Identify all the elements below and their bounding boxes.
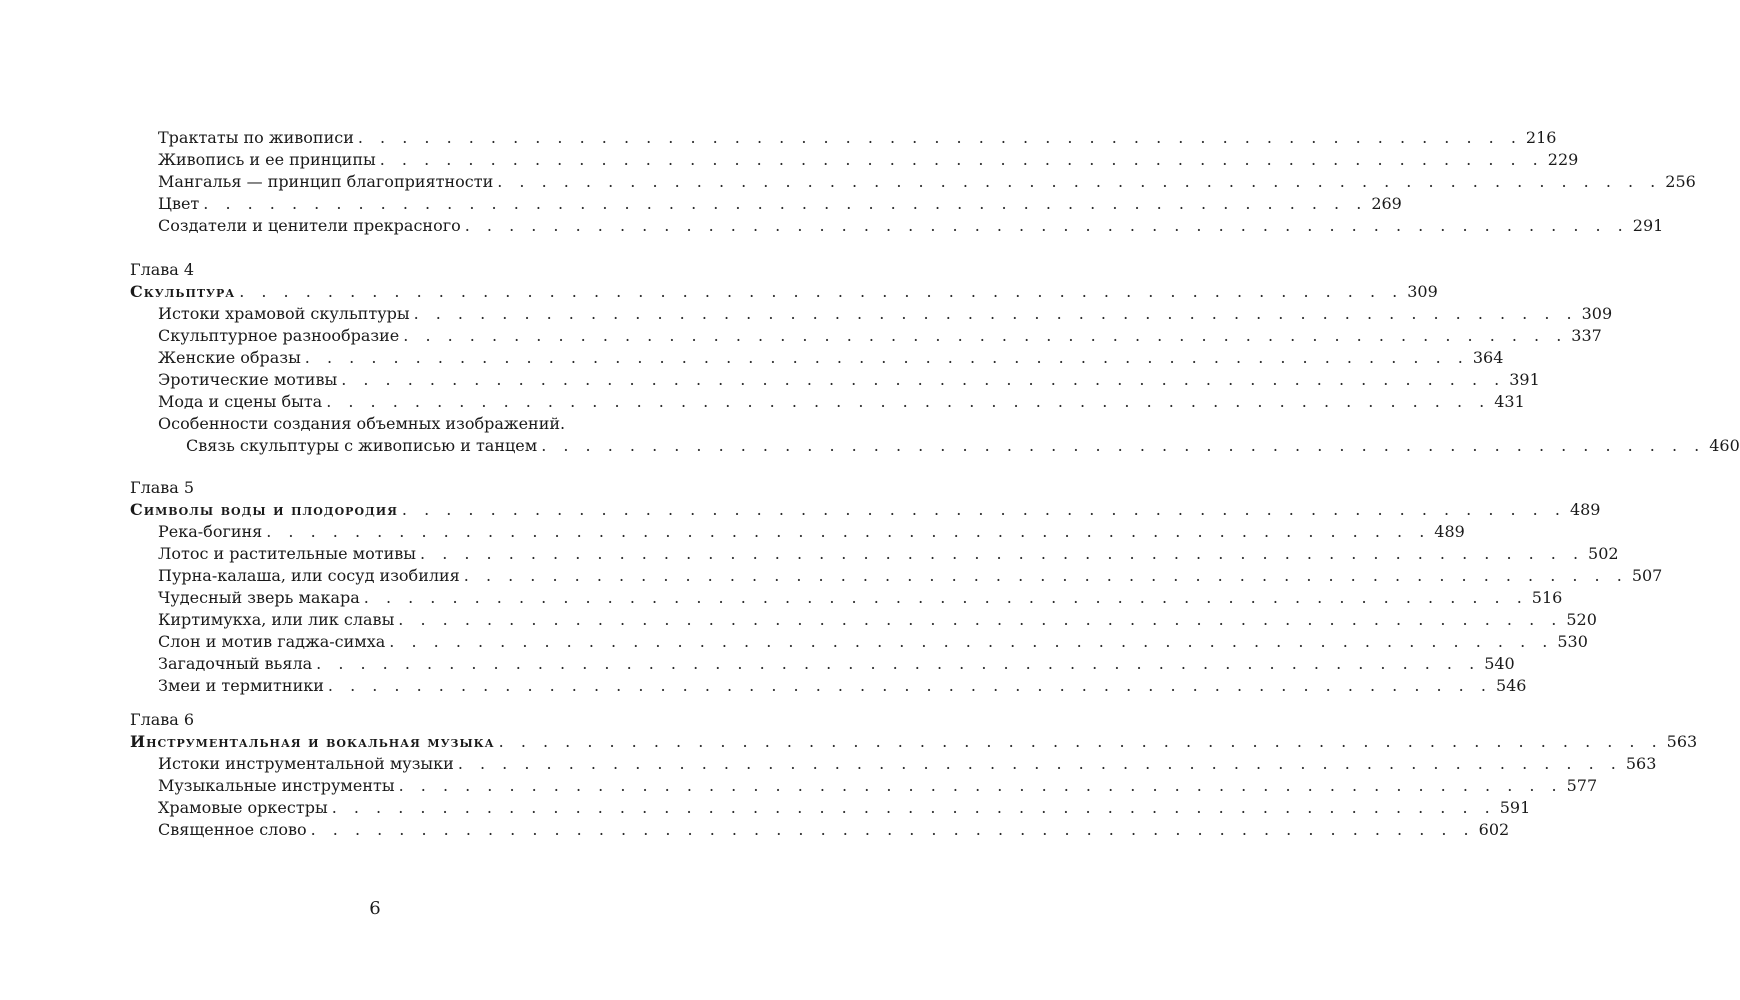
toc-entry-page: 337 <box>1571 326 1602 345</box>
chapter-heading[interactable] <box>130 499 1601 521</box>
dot-leader: . . . . . . . . . . . . . . . . . . . . . . . . . . . . . . . . . . . . . . . . . . . . . . . . . . . . . <box>398 776 1563 795</box>
toc-entry-title: Женские образы <box>158 348 301 367</box>
dot-leader: . . . . . . . . . . . . . . . . . . . . . . . . . . . . . . . . . . . . . . . . . . . . . . . . . . . . . <box>403 326 1568 345</box>
toc-entry-title: Трактаты по живописи <box>158 128 354 147</box>
toc-entry-title: Чудесный зверь макара <box>158 588 360 607</box>
dot-leader: . . . . . . . . . . . . . . . . . . . . . . . . . . . . . . . . . . . . . . . . . . . . . . . . . . . . . <box>389 632 1554 651</box>
dot-leader: . . . . . . . . . . . . . . . . . . . . . . . . . . . . . . . . . . . . . . . . . . . . . . . . . . . . . <box>363 588 1528 607</box>
toc-entry-title: Особенности создания объемных изображений. <box>158 414 566 433</box>
toc-entry-title: Мангалья — принцип благоприятности <box>158 172 494 191</box>
toc-entry[interactable] <box>158 753 1657 775</box>
toc-entry-page: 507 <box>1631 566 1663 585</box>
dot-leader: . . . . . . . . . . . . . . . . . . . . . . . . . . . . . . . . . . . . . . . . . . . . . . . . . . . . . <box>341 370 1506 389</box>
toc-entry-title: Связь скульптуры с живописью и танцем <box>186 436 538 455</box>
toc-entry-title: Храмовые оркестры <box>158 798 328 817</box>
toc-entry-title: Истоки инструментальной музыки <box>158 754 454 773</box>
toc-entry[interactable] <box>158 391 1525 413</box>
toc-entry-page: 291 <box>1632 216 1664 235</box>
toc-entry-title: Истоки храмовой скульптуры <box>158 304 410 323</box>
toc-entry-page: 546 <box>1495 676 1527 695</box>
toc-entry-title: Создатели и ценители прекрасного <box>158 216 461 235</box>
toc-entry-page: 602 <box>1478 820 1510 839</box>
dot-leader: . . . . . . . . . . . . . . . . . . . . . . . . . . . . . . . . . . . . . . . . . . . . . . . . . . . . . <box>316 654 1481 673</box>
dot-leader: . . . . . . . . . . . . . . . . . . . . . . . . . . . . . . . . . . . . . . . . . . . . . . . . . . . . . <box>327 676 1492 695</box>
dot-leader: . . . . . . . . . . . . . . . . . . . . . . . . . . . . . . . . . . . . . . . . . . . . . . . . . . . . . <box>203 194 1368 213</box>
toc-entry[interactable] <box>158 797 1531 819</box>
dot-leader: . . . . . . . . . . . . . . . . . . . . . . . . . . . . . . . . . . . . . . . . . . . . . . . . . . . . . <box>310 820 1475 839</box>
page-number: 6 <box>369 898 381 919</box>
toc-entry[interactable] <box>158 303 1613 325</box>
toc-entry-title: Цвет <box>158 194 200 213</box>
chapter-page: 309 <box>1407 282 1438 301</box>
dot-leader: . . . . . . . . . . . . . . . . . . . . . . . . . . . . . . . . . . . . . . . . . . . . . . . . . . . . . <box>541 436 1706 455</box>
chapter-title: Символы воды и плодородия <box>130 500 398 519</box>
toc-entry[interactable] <box>158 149 1579 171</box>
chapter-heading[interactable] <box>130 281 1438 303</box>
toc-entry-page: 256 <box>1665 172 1696 191</box>
toc-entry[interactable] <box>158 565 1663 587</box>
toc-entry[interactable] <box>158 775 1598 797</box>
toc-entry[interactable] <box>158 521 1465 543</box>
toc-entry-multiline-continuation[interactable] <box>186 435 1740 457</box>
dot-leader: . . . . . . . . . . . . . . . . . . . . . . . . . . . . . . . . . . . . . . . . . . . . . . . . . . . . . <box>304 348 1469 367</box>
chapter-title: Инструментальная и вокальная музыка <box>130 732 495 751</box>
dot-leader: . . . . . . . . . . . . . . . . . . . . . . . . . . . . . . . . . . . . . . . . . . . . . . . . . . . . . <box>497 172 1662 191</box>
toc-entry[interactable] <box>158 347 1504 369</box>
toc-entry[interactable] <box>158 193 1402 215</box>
toc-entry-title: Священное слово <box>158 820 307 839</box>
toc-entry[interactable] <box>158 819 1510 841</box>
toc-entry[interactable] <box>158 631 1588 653</box>
toc-entry-title: Мода и сцены быта <box>158 392 323 411</box>
dot-leader: . . . . . . . . . . . . . . . . . . . . . . . . . . . . . . . . . . . . . . . . . . . . . . . . . . . . . <box>420 544 1585 563</box>
dot-leader: . . . . . . . . . . . . . . . . . . . . . . . . . . . . . . . . . . . . . . . . . . . . . . . . . . . . . <box>379 150 1544 169</box>
chapter-label: Глава 5 <box>130 478 195 497</box>
toc-entry-page: 216 <box>1525 128 1557 147</box>
toc-entry-page: 591 <box>1499 798 1531 817</box>
dot-leader: . . . . . . . . . . . . . . . . . . . . . . . . . . . . . . . . . . . . . . . . . . . . . . . . . . . . . <box>326 392 1491 411</box>
toc-entry-page: 364 <box>1472 348 1504 367</box>
toc-entry-page: 391 <box>1509 370 1540 389</box>
toc-entry[interactable] <box>158 215 1664 237</box>
toc-entry[interactable] <box>158 675 1527 697</box>
dot-leader: . . . . . . . . . . . . . . . . . . . . . . . . . . . . . . . . . . . . . . . . . . . . . . . . . . . . . <box>413 304 1578 323</box>
toc-entry-page: 489 <box>1434 522 1465 541</box>
dot-leader: . . . . . . . . . . . . . . . . . . . . . . . . . . . . . . . . . . . . . . . . . . . . . . . . . . . . . <box>463 566 1628 585</box>
dot-leader: . . . . . . . . . . . . . . . . . . . . . . . . . . . . . . . . . . . . . . . . . . . . . . . . . . . . . <box>266 522 1431 541</box>
toc-entry-page: 502 <box>1588 544 1619 563</box>
dot-leader: . . . . . . . . . . . . . . . . . . . . . . . . . . . . . . . . . . . . . . . . . . . . . . . . . . . . . <box>331 798 1496 817</box>
toc-entry-title: Змеи и термитники <box>158 676 324 695</box>
toc-entry-title: Пурна-калаша, или сосуд изобилия <box>158 566 460 585</box>
toc-entry-page: 229 <box>1547 150 1579 169</box>
toc-entry-page: 431 <box>1494 392 1525 411</box>
chapter-label: Глава 6 <box>130 710 195 729</box>
dot-leader: . . . . . . . . . . . . . . . . . . . . . . . . . . . . . . . . . . . . . . . . . . . . . . . . . . . . . <box>398 610 1563 629</box>
dot-leader: . . . . . . . . . . . . . . . . . . . . . . . . . . . . . . . . . . . . . . . . . . . . . . . . . . . . . <box>464 216 1629 235</box>
dot-leader: . . . . . . . . . . . . . . . . . . . . . . . . . . . . . . . . . . . . . . . . . . . . . . . . . . . . . <box>498 732 1663 751</box>
toc-entry-title: Живопись и ее принципы <box>158 150 376 169</box>
toc-entry[interactable] <box>158 369 1540 391</box>
toc-entry-page: 563 <box>1625 754 1657 773</box>
toc-entry[interactable] <box>158 653 1515 675</box>
toc-entry[interactable] <box>158 543 1619 565</box>
chapter-heading[interactable] <box>130 731 1698 753</box>
toc-entry[interactable] <box>158 171 1696 193</box>
toc-entry-title: Скульптурное разнообразие <box>158 326 400 345</box>
chapter-title: Скульптура <box>130 282 236 301</box>
toc-entry[interactable] <box>158 587 1563 609</box>
toc-entry-title: Киртимукха, или лик славы <box>158 610 395 629</box>
toc-entry-page: 516 <box>1531 588 1563 607</box>
dot-leader: . . . . . . . . . . . . . . . . . . . . . . . . . . . . . . . . . . . . . . . . . . . . . . . . . . . . . <box>239 282 1404 301</box>
toc-entry-title: Загадочный вьяла <box>158 654 313 673</box>
toc-entry-title: Музыкальные инструменты <box>158 776 395 795</box>
toc-entry-title: Эротические мотивы <box>158 370 338 389</box>
dot-leader: . . . . . . . . . . . . . . . . . . . . . . . . . . . . . . . . . . . . . . . . . . . . . . . . . . . . . <box>401 500 1566 519</box>
toc-entry-page: 540 <box>1484 654 1515 673</box>
toc-entry[interactable] <box>158 609 1597 631</box>
toc-entry-multiline-first[interactable] <box>158 413 615 435</box>
toc-entry-page: 309 <box>1581 304 1613 323</box>
chapter-page: 489 <box>1569 500 1601 519</box>
toc-entry-page: 460 <box>1709 436 1740 455</box>
dot-leader: . . . . . . . . . . . . . . . . . . . . . . . . . . . . . . . . . . . . . . . . . . . . . . . . . . . . . <box>457 754 1622 773</box>
toc-entry[interactable] <box>158 127 1557 149</box>
toc-entry-page: 520 <box>1566 610 1597 629</box>
toc-entry-page: 530 <box>1557 632 1588 651</box>
toc-entry-page: 269 <box>1371 194 1402 213</box>
toc-entry-page: 577 <box>1566 776 1598 795</box>
toc-entry-title: Слон и мотив гаджа-симха <box>158 632 386 651</box>
chapter-page: 563 <box>1666 732 1698 751</box>
chapter-label: Глава 4 <box>130 260 195 279</box>
toc-entry-title: Лотос и растительные мотивы <box>158 544 417 563</box>
toc-entry[interactable] <box>158 325 1602 347</box>
dot-leader: . . . . . . . . . . . . . . . . . . . . . . . . . . . . . . . . . . . . . . . . . . . . . . . . . . . . . <box>357 128 1522 147</box>
toc-entry-title: Река-богиня <box>158 522 263 541</box>
